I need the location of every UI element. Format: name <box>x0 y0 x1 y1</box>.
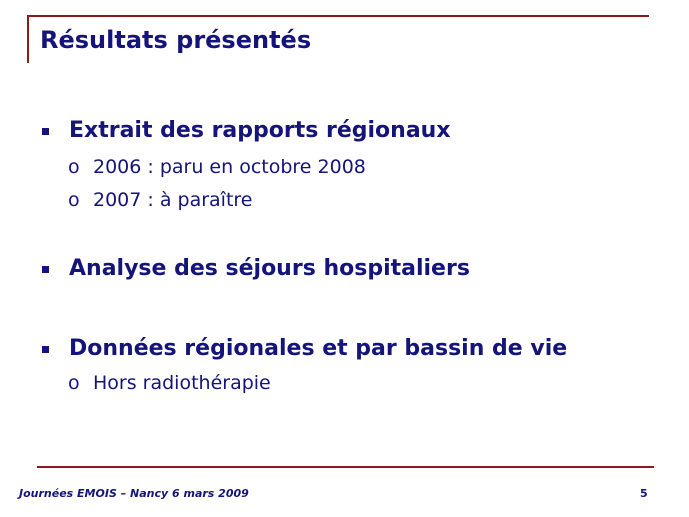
sub-bullet-marker: o <box>68 156 80 178</box>
bullet-text: Extrait des rapports régionaux <box>69 118 451 143</box>
sub-bullet-item <box>68 156 366 178</box>
sub-bullet-marker: o <box>68 189 80 211</box>
bullet-text: Données régionales et par bassin de vie <box>69 336 568 361</box>
square-bullet-icon <box>42 346 49 353</box>
sub-bullet-item <box>68 372 271 394</box>
slide-title: Résultats présentés <box>40 26 312 54</box>
sub-bullet-marker: o <box>68 372 80 394</box>
sub-bullet-text: 2007 : à paraître <box>93 189 253 211</box>
footer-divider <box>37 466 654 468</box>
sub-bullet-item <box>68 189 253 211</box>
square-bullet-icon <box>42 266 49 273</box>
bullet-text: Analyse des séjours hospitaliers <box>69 256 470 281</box>
square-bullet-icon <box>42 128 49 135</box>
sub-bullet-text: 2006 : paru en octobre 2008 <box>93 156 366 178</box>
page-number: 5 <box>640 487 648 500</box>
sub-bullet-text: Hors radiothérapie <box>93 372 271 394</box>
footer-text: Journées EMOIS – Nancy 6 mars 2009 <box>19 487 249 500</box>
